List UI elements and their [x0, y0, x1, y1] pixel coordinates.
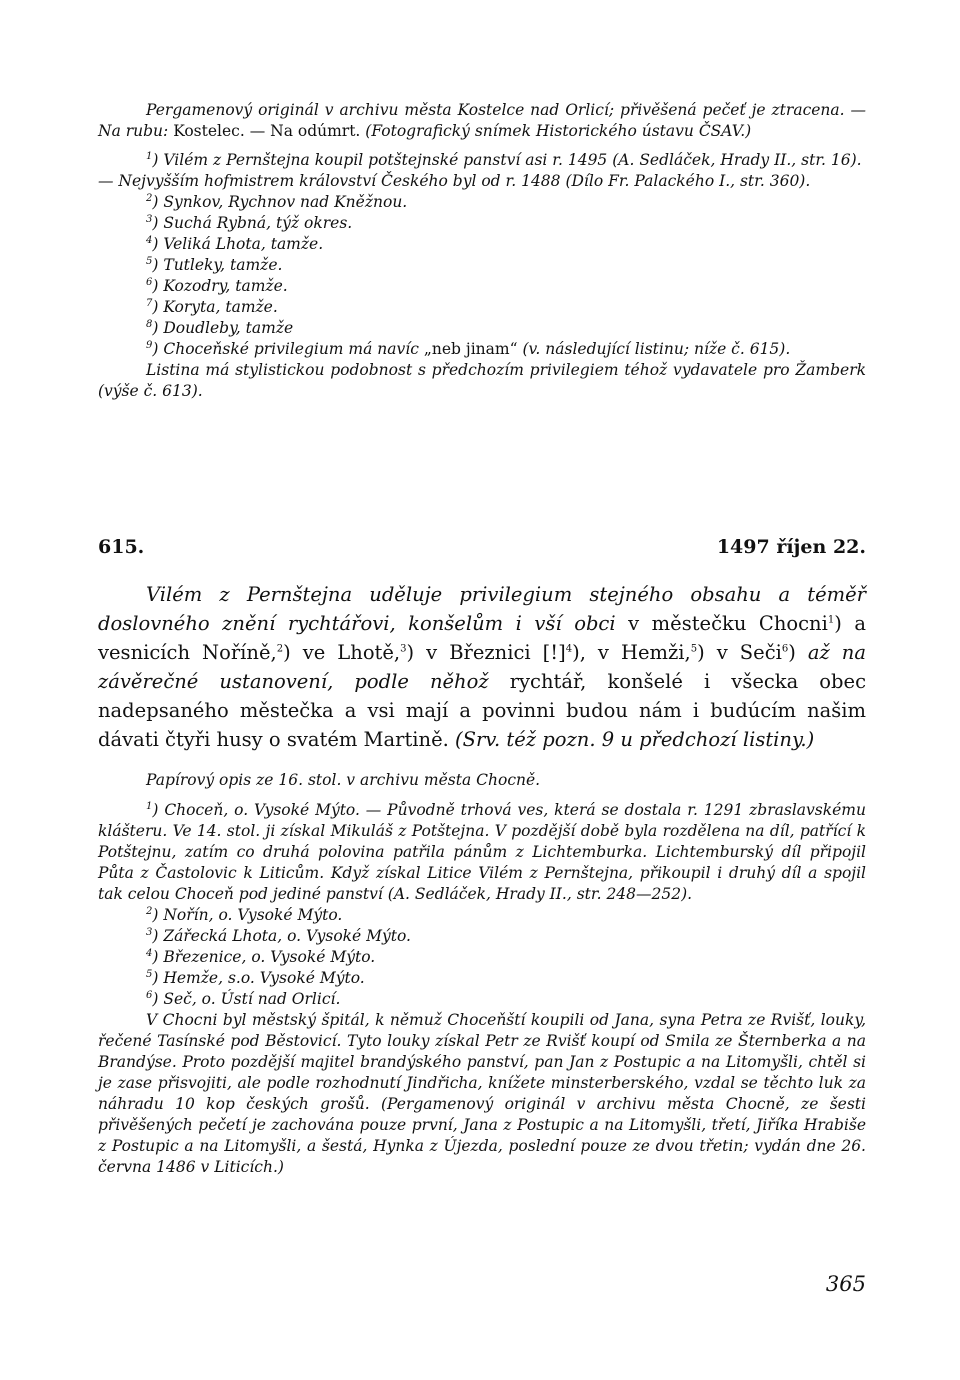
regest: Vilém z Pernštejna uděluje privilegium stejného obsahu a téměř doslovného znění rychtářovi, konšelům i vší obci v městečku Chocni$^1$) a vesnicích Noříně,$^2$) ve Lhotě,$^3$) v Březnici [!]$^4$), v Hemži,$^5$) v Seči$^6$) až na závěrečné ustanovení, podle něhož rychtář, konšelé i všecka obec nadepsaného městečka a vsi mají a povinni budou nám i budúcím našim dávati čtyři husy o svatém Martině. (Srv. též pozn. 9 u předchozí listiny.) — [98, 583, 866, 751]
footnotes — [98, 800, 866, 1178]
commentary: V Chocni byl městský špitál, k němuž Choceňští koupili od Jana, syna Petra ze Rvišť, louky, řečené Tasínské pod Běstovicí. Tyto louky získal Petr ze Rvišť koupí od Smila ze Šternberka a na Brandýse. Proto pozdější majitel brandýského panství, pan Jan z Postupic a na Litomyšli, chtěl si je zase přisvojiti, ale podle rozhodnutí Jindřicha, knížete minsterberského, vzdal se těchto luk za náhradu 10 kop českých grošů. (Pergamenový originál v archivu města Chocně, ze šesti přivěšených pečetí je zachována pouze první, Jana z Postupic a na Litomyšli, třetí, Jiříka Hrabiše z Postupic a na Litomyšli, a šestá, Hynka z Újezda, poslední pouze ze dvou třetin; vydán dne 26. června 1486 v Liticích.) — [98, 1011, 866, 1176]
footnote: $^3$) Zářecká Lhota, o. Vysoké Mýto. — [146, 926, 411, 945]
document-date: 1497 říjen 22. — [716, 536, 866, 558]
footnote: $^5$) Tutleky, tamže. — [146, 255, 283, 274]
footnote: $^4$) Veliká Lhota, tamže. — [146, 234, 324, 253]
footnote-9: $^9$) Choceňské privilegium má navíc „neb jinam“ (v. následující listinu; níže č. 615). — [146, 339, 791, 358]
footnote: $^5$) Hemže, s.o. Vysoké Mýto. — [146, 968, 365, 987]
closing-remark: Listina má stylistickou podobnost s předchozím privilegiem téhož vydavatele pro Žamberk (výše č. 613). — [98, 361, 866, 400]
footnote: $^6$) Kozodry, tamže. — [146, 276, 288, 295]
previous-document-apparatus — [98, 100, 866, 402]
footnote: $^2$) Nořín, o. Vysoké Mýto. — [146, 905, 343, 924]
source-description: Pergamenový originál v archivu města Kostelce nad Orlicí; přivěšená pečeť je ztracena. — Na rubu: Kostelec. — Na odúmrt. (Fotografický snímek Historického ústavu ČSAV.) — [98, 101, 866, 140]
page-number: 365 — [825, 1272, 866, 1296]
footnote: $^3$) Suchá Rybná, týž okres. — [146, 213, 353, 232]
footnote: $^2$) Synkov, Rychnov nad Kněžnou. — [146, 192, 408, 211]
footnote: $^7$) Koryta, tamže. — [146, 297, 278, 316]
footnote: $^8$) Doudleby, tamže — [146, 318, 294, 337]
document-number: 615. — [98, 536, 145, 558]
footnote: $^1$) Choceň, o. Vysoké Mýto. — Původně trhová ves, která se dostala r. 1291 zbraslavskému klášteru. Ve 14. stol. ji získal Mikuláš z Potštejna. V pozdější době byla rozdělena na díl, patřící k Potštejnu, zatím co druhá polovina patřila pánům z Lichtemburka. Lichtemburský díl připojil Půta z Častolovic k Liticům. Když získal Litice Vilém z Pernštejna, přikoupil i druhý díl a spojil tak celou Choceň pod jediné panství (A. Sedláček, Hrady II., str. 248—252). — [98, 800, 866, 903]
footnote: $^4$) Březenice, o. Vysoké Mýto. — [146, 947, 376, 966]
source-note: Papírový opis ze 16. stol. v archivu města Chocně. — [146, 771, 541, 789]
footnote: $^6$) Seč, o. Ústí nad Orlicí. — [146, 989, 341, 1008]
footnote: $^1$) Vilém z Pernštejna koupil potštejnské panství asi r. 1495 (A. Sedláček, Hrady II., str. 16). — Nejvyšším hofmistrem království Českého byl od r. 1488 (Dílo Fr. Palackého I., str. 360). — [98, 150, 862, 190]
